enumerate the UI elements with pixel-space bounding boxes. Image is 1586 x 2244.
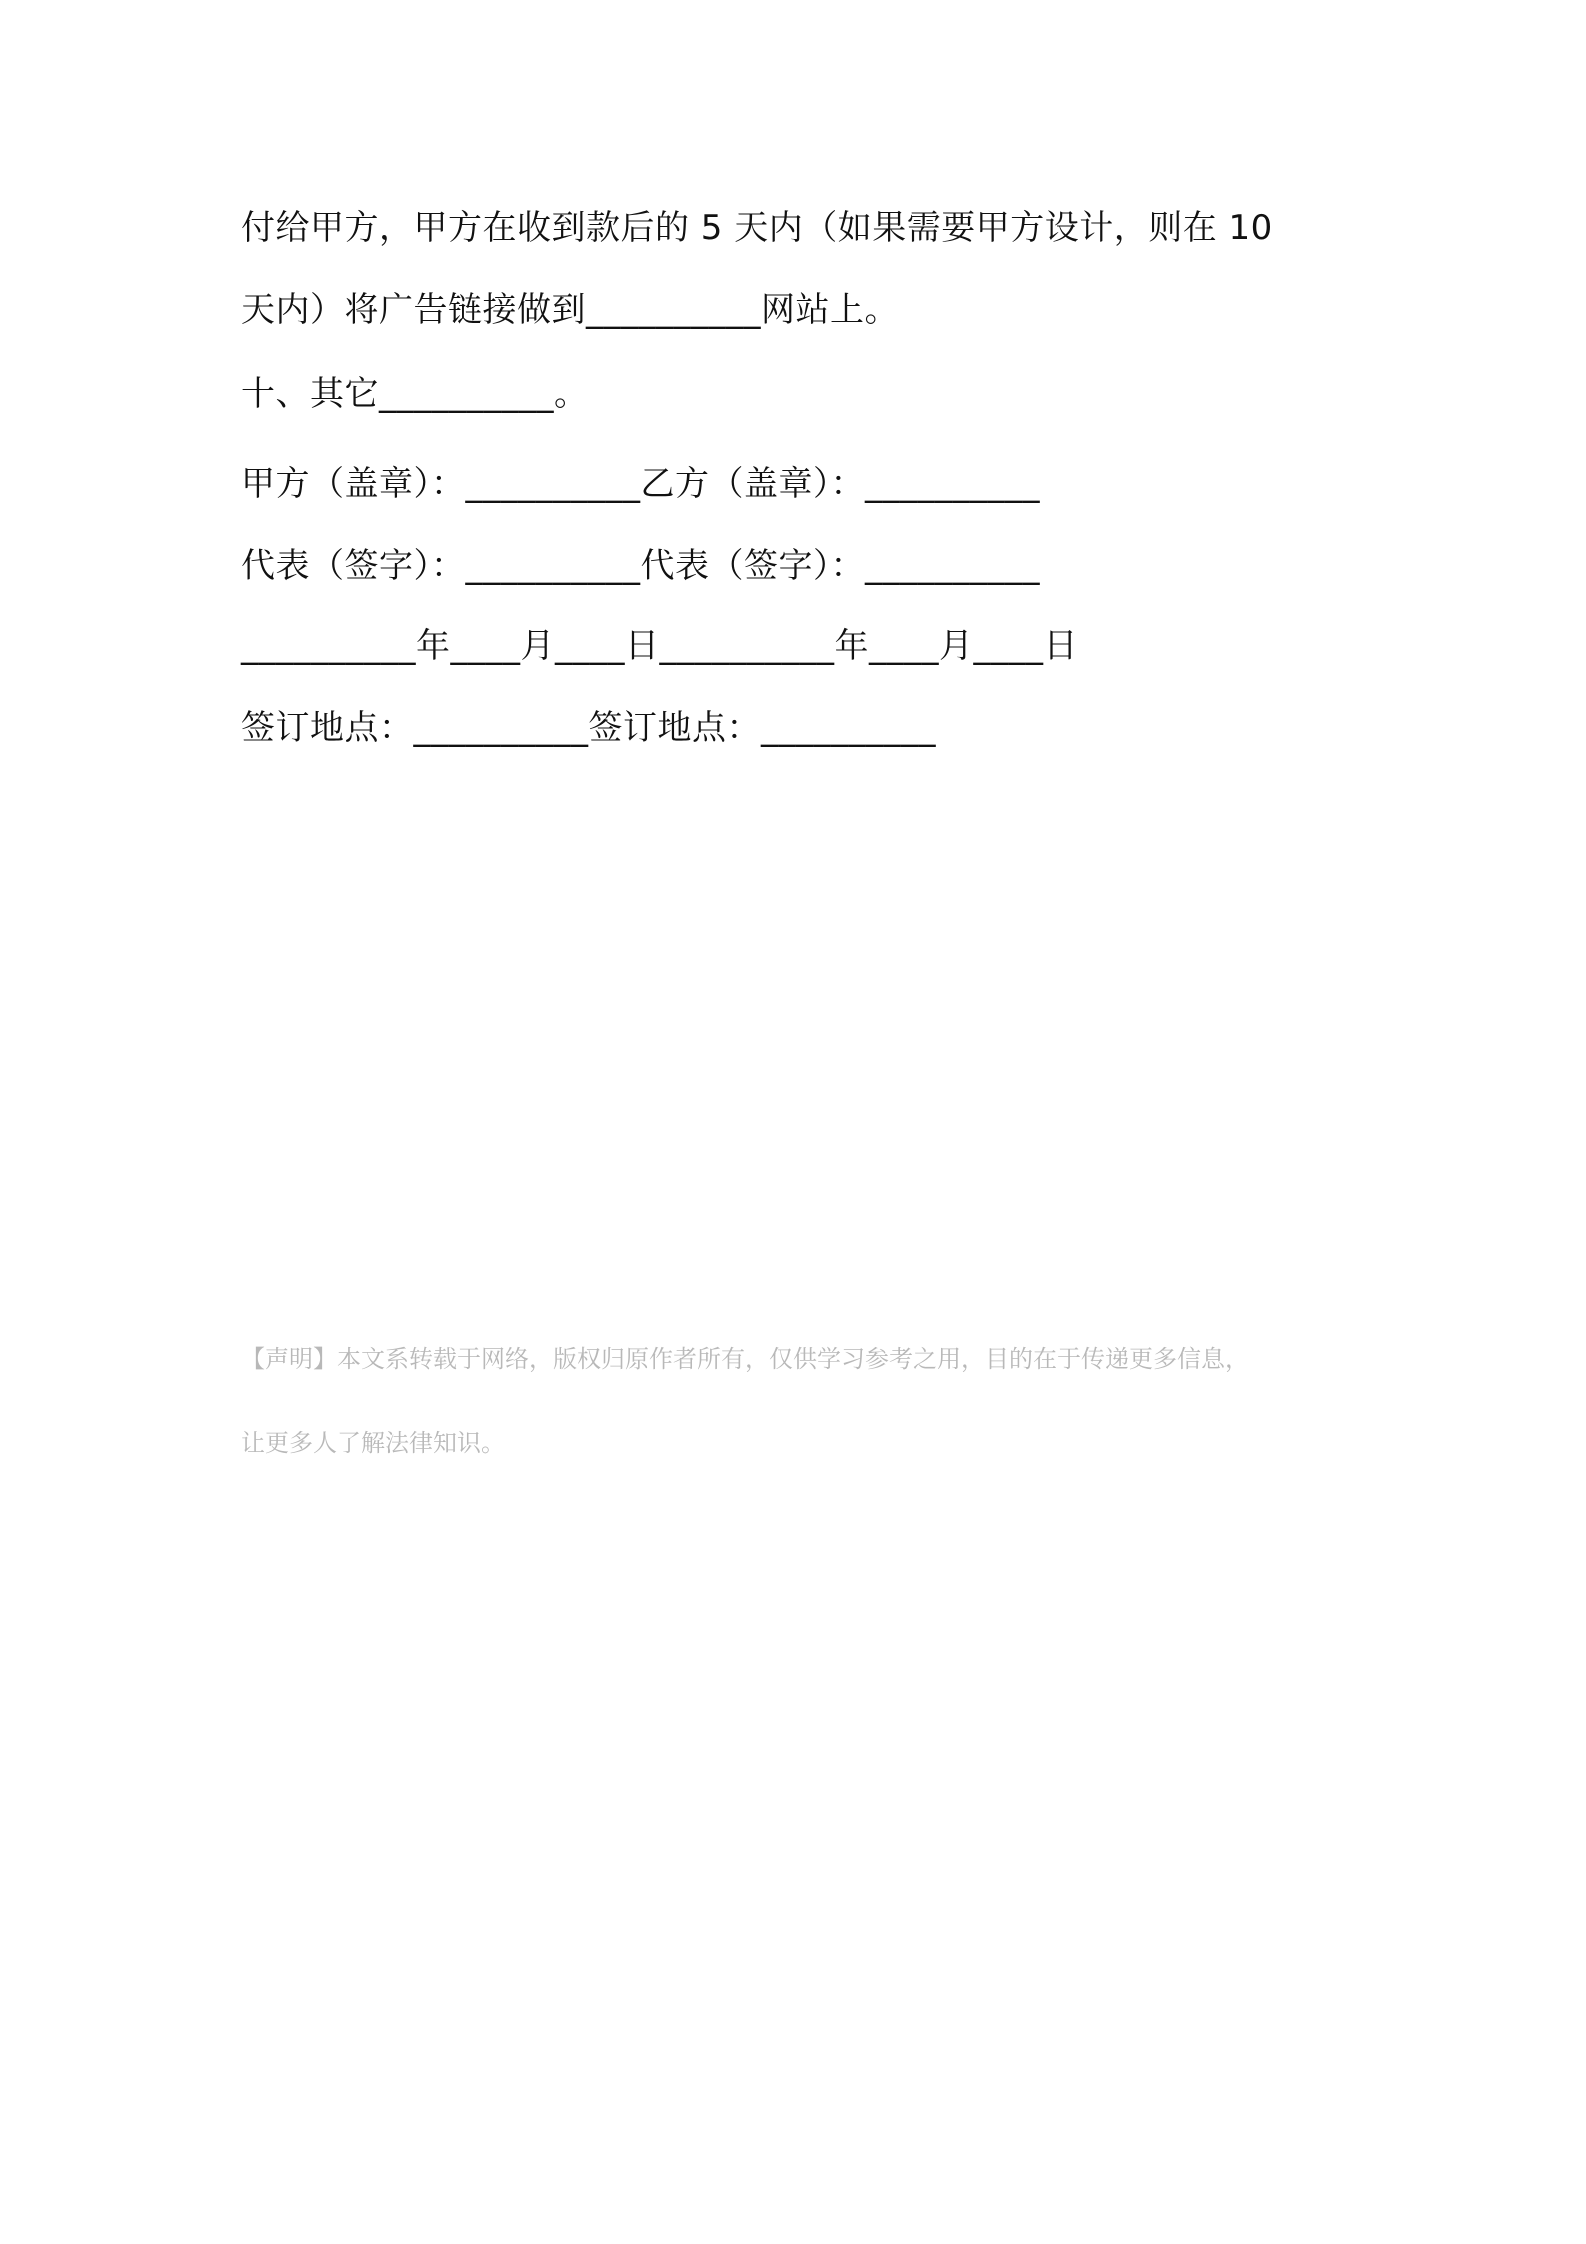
payment-clause-line-1: 付给甲方，甲方在收到款后的 5 天内（如果需要甲方设计，则在 10 [241, 208, 1273, 248]
payment-clause-line-2: 天内）将广告链接做到__________网站上。 [241, 290, 899, 330]
copyright-notice-line-1: 【声明】本文系转载于网络，版权归原作者所有，仅供学习参考之用，目的在于传递更多信息， [241, 1345, 1249, 1373]
other-terms-line: 十、其它__________。 [241, 374, 589, 414]
signing-date-line: __________年____月____日__________年____月____日 [241, 626, 1078, 666]
seal-signature-line: 甲方（盖章）：__________乙方（盖章）：__________ [241, 464, 1040, 504]
signing-location-line: 签订地点：__________签订地点：__________ [241, 708, 936, 748]
copyright-notice-line-2: 让更多人了解法律知识。 [241, 1429, 505, 1457]
representative-signature-line: 代表（签字）：__________代表（签字）：__________ [241, 546, 1040, 586]
